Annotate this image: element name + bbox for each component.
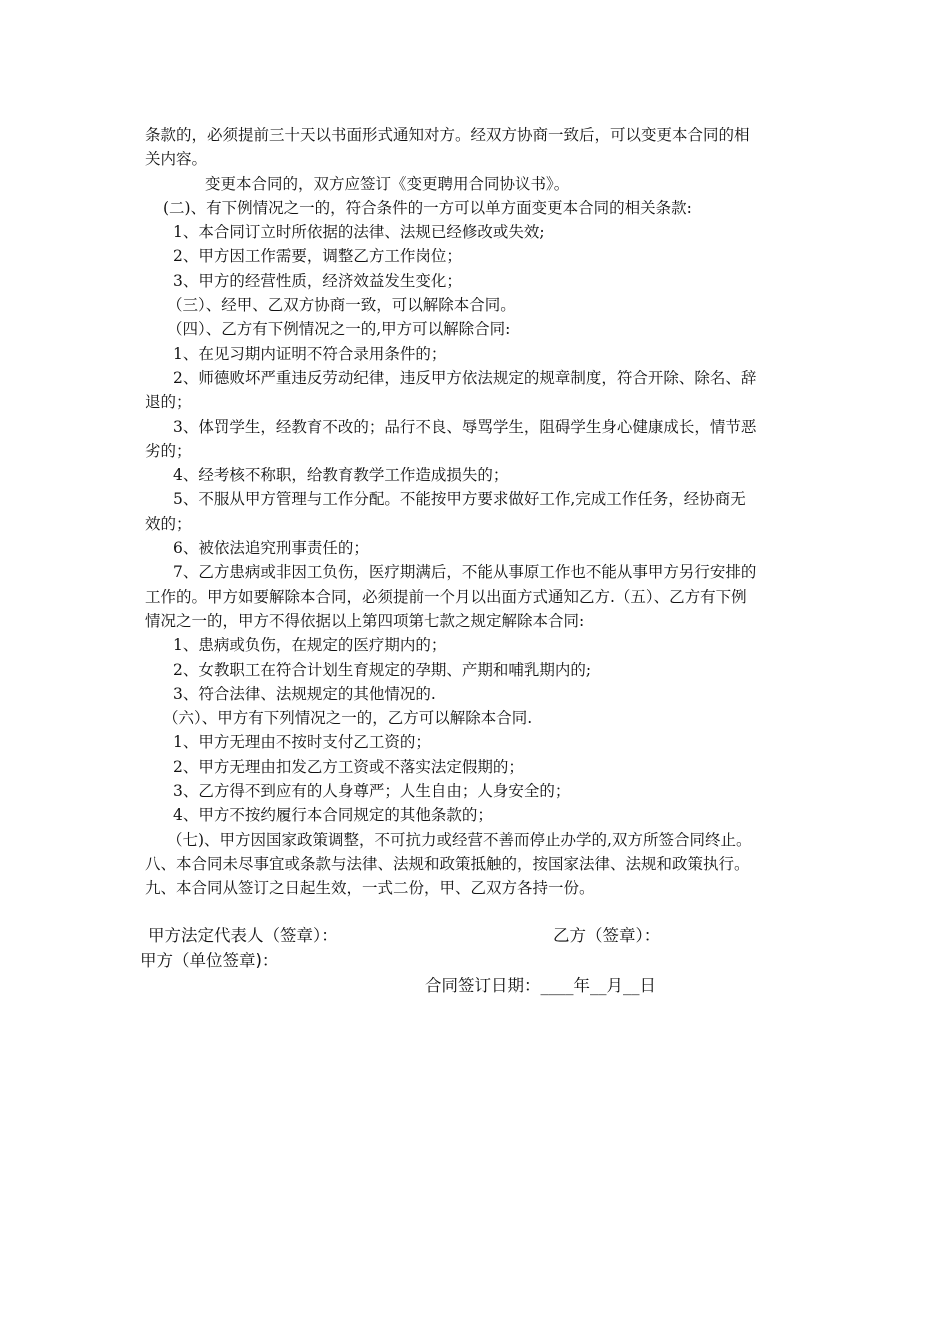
list-item: 5、不服从甲方管理与工作分配。不能按甲方要求做好工作,完成工作任务，经协商无 <box>173 490 746 509</box>
list-item: 3、乙方得不到应有的人身尊严；人生自由；人身安全的； <box>173 782 571 801</box>
paragraph-line: 工作的。甲方如要解除本合同，必须提前一个月以出面方式通知乙方.（五）、乙方有下例 <box>145 587 747 606</box>
list-item: 3、体罚学生，经教育不改的；品行不良、辱骂学生，阻碍学生身心健康成长，情节恶 <box>173 417 757 436</box>
contract-body <box>145 123 813 901</box>
section-heading: (二)、有下例情况之一的，符合条件的一方可以单方面变更本合同的相关条款: <box>163 198 692 217</box>
list-item: 3、符合法律、法规规定的其他情况的. <box>173 684 436 703</box>
list-item: 2、甲方无理由扣发乙方工资或不落实法定假期的； <box>173 757 524 776</box>
section-heading: （六）、甲方有下列情况之一的，乙方可以解除本合同. <box>163 709 533 728</box>
paragraph-line: 情况之一的，甲方不得依据以上第四项第七款之规定解除本合同: <box>145 611 585 630</box>
list-item: 1、患病或负伤，在规定的医疗期内的； <box>173 636 447 655</box>
clause-line: 九、本合同从签订之日起生效，一式二份，甲、乙双方各持一份。 <box>145 879 595 898</box>
section-heading: （四）、乙方有下例情况之一的,甲方可以解除合同: <box>167 320 511 339</box>
party-a-unit-signature: 甲方（单位签章)： <box>140 951 279 970</box>
list-item: 4、甲方不按约履行本合同规定的其他条款的； <box>173 806 493 825</box>
list-item: 3、甲方的经营性质，经济效益发生变化； <box>173 271 462 290</box>
list-item: 2、师德败坏严重违反劳动纪律，违反甲方依法规定的规章制度，符合开除、除名、辞 <box>173 368 757 387</box>
paragraph-line: 劣的； <box>145 441 192 460</box>
section-heading: （七)、甲方因国家政策调整，不可抗力或经营不善而停止办学的,双方所签合同终止。 <box>167 830 752 849</box>
paragraph-line: 条款的，必须提前三十天以书面形式通知对方。经双方协商一致后，可以变更本合同的相 <box>145 126 750 144</box>
clause-line: 八、本合同未尽事宜或条款与法律、法规和政策抵触的，按国家法律、法规和政策执行。 <box>145 854 750 873</box>
list-item: 4、经考核不称职，给教育教学工作造成损失的； <box>173 466 509 485</box>
party-b-signature: 乙方（签章）： <box>553 926 661 945</box>
list-item: 2、女教职工在符合计划生育规定的孕期、产期和哺乳期内的; <box>173 660 592 679</box>
signing-date: 合同签订日期：____年__月__日 <box>425 976 656 995</box>
paragraph-line: 退的； <box>145 393 192 412</box>
paragraph-line: 变更本合同的，双方应签订《变更聘用合同协议书》。 <box>205 174 570 193</box>
list-item: 2、甲方因工作需要，调整乙方工作岗位； <box>173 247 462 266</box>
list-item: 6、被依法追究刑事责任的； <box>173 539 369 558</box>
list-item: 1、甲方无理由不按时支付乙工资的； <box>173 733 431 752</box>
list-item: 1、本合同订立时所依据的法律、法规已经修改或失效; <box>173 223 545 242</box>
party-a-representative-signature: 甲方法定代表人（签章）： <box>148 926 338 945</box>
list-item: 7、乙方患病或非因工负伤，医疗期满后，不能从事原工作也不能从事甲方另行安排的 <box>173 563 757 582</box>
paragraph-line: 关内容。 <box>145 150 208 169</box>
paragraph-line: 效的； <box>145 514 192 533</box>
section-heading: （三）、经甲、乙双方协商一致，可以解除本合同。 <box>167 296 516 315</box>
list-item: 1、在见习期内证明不符合录用条件的； <box>173 344 447 363</box>
